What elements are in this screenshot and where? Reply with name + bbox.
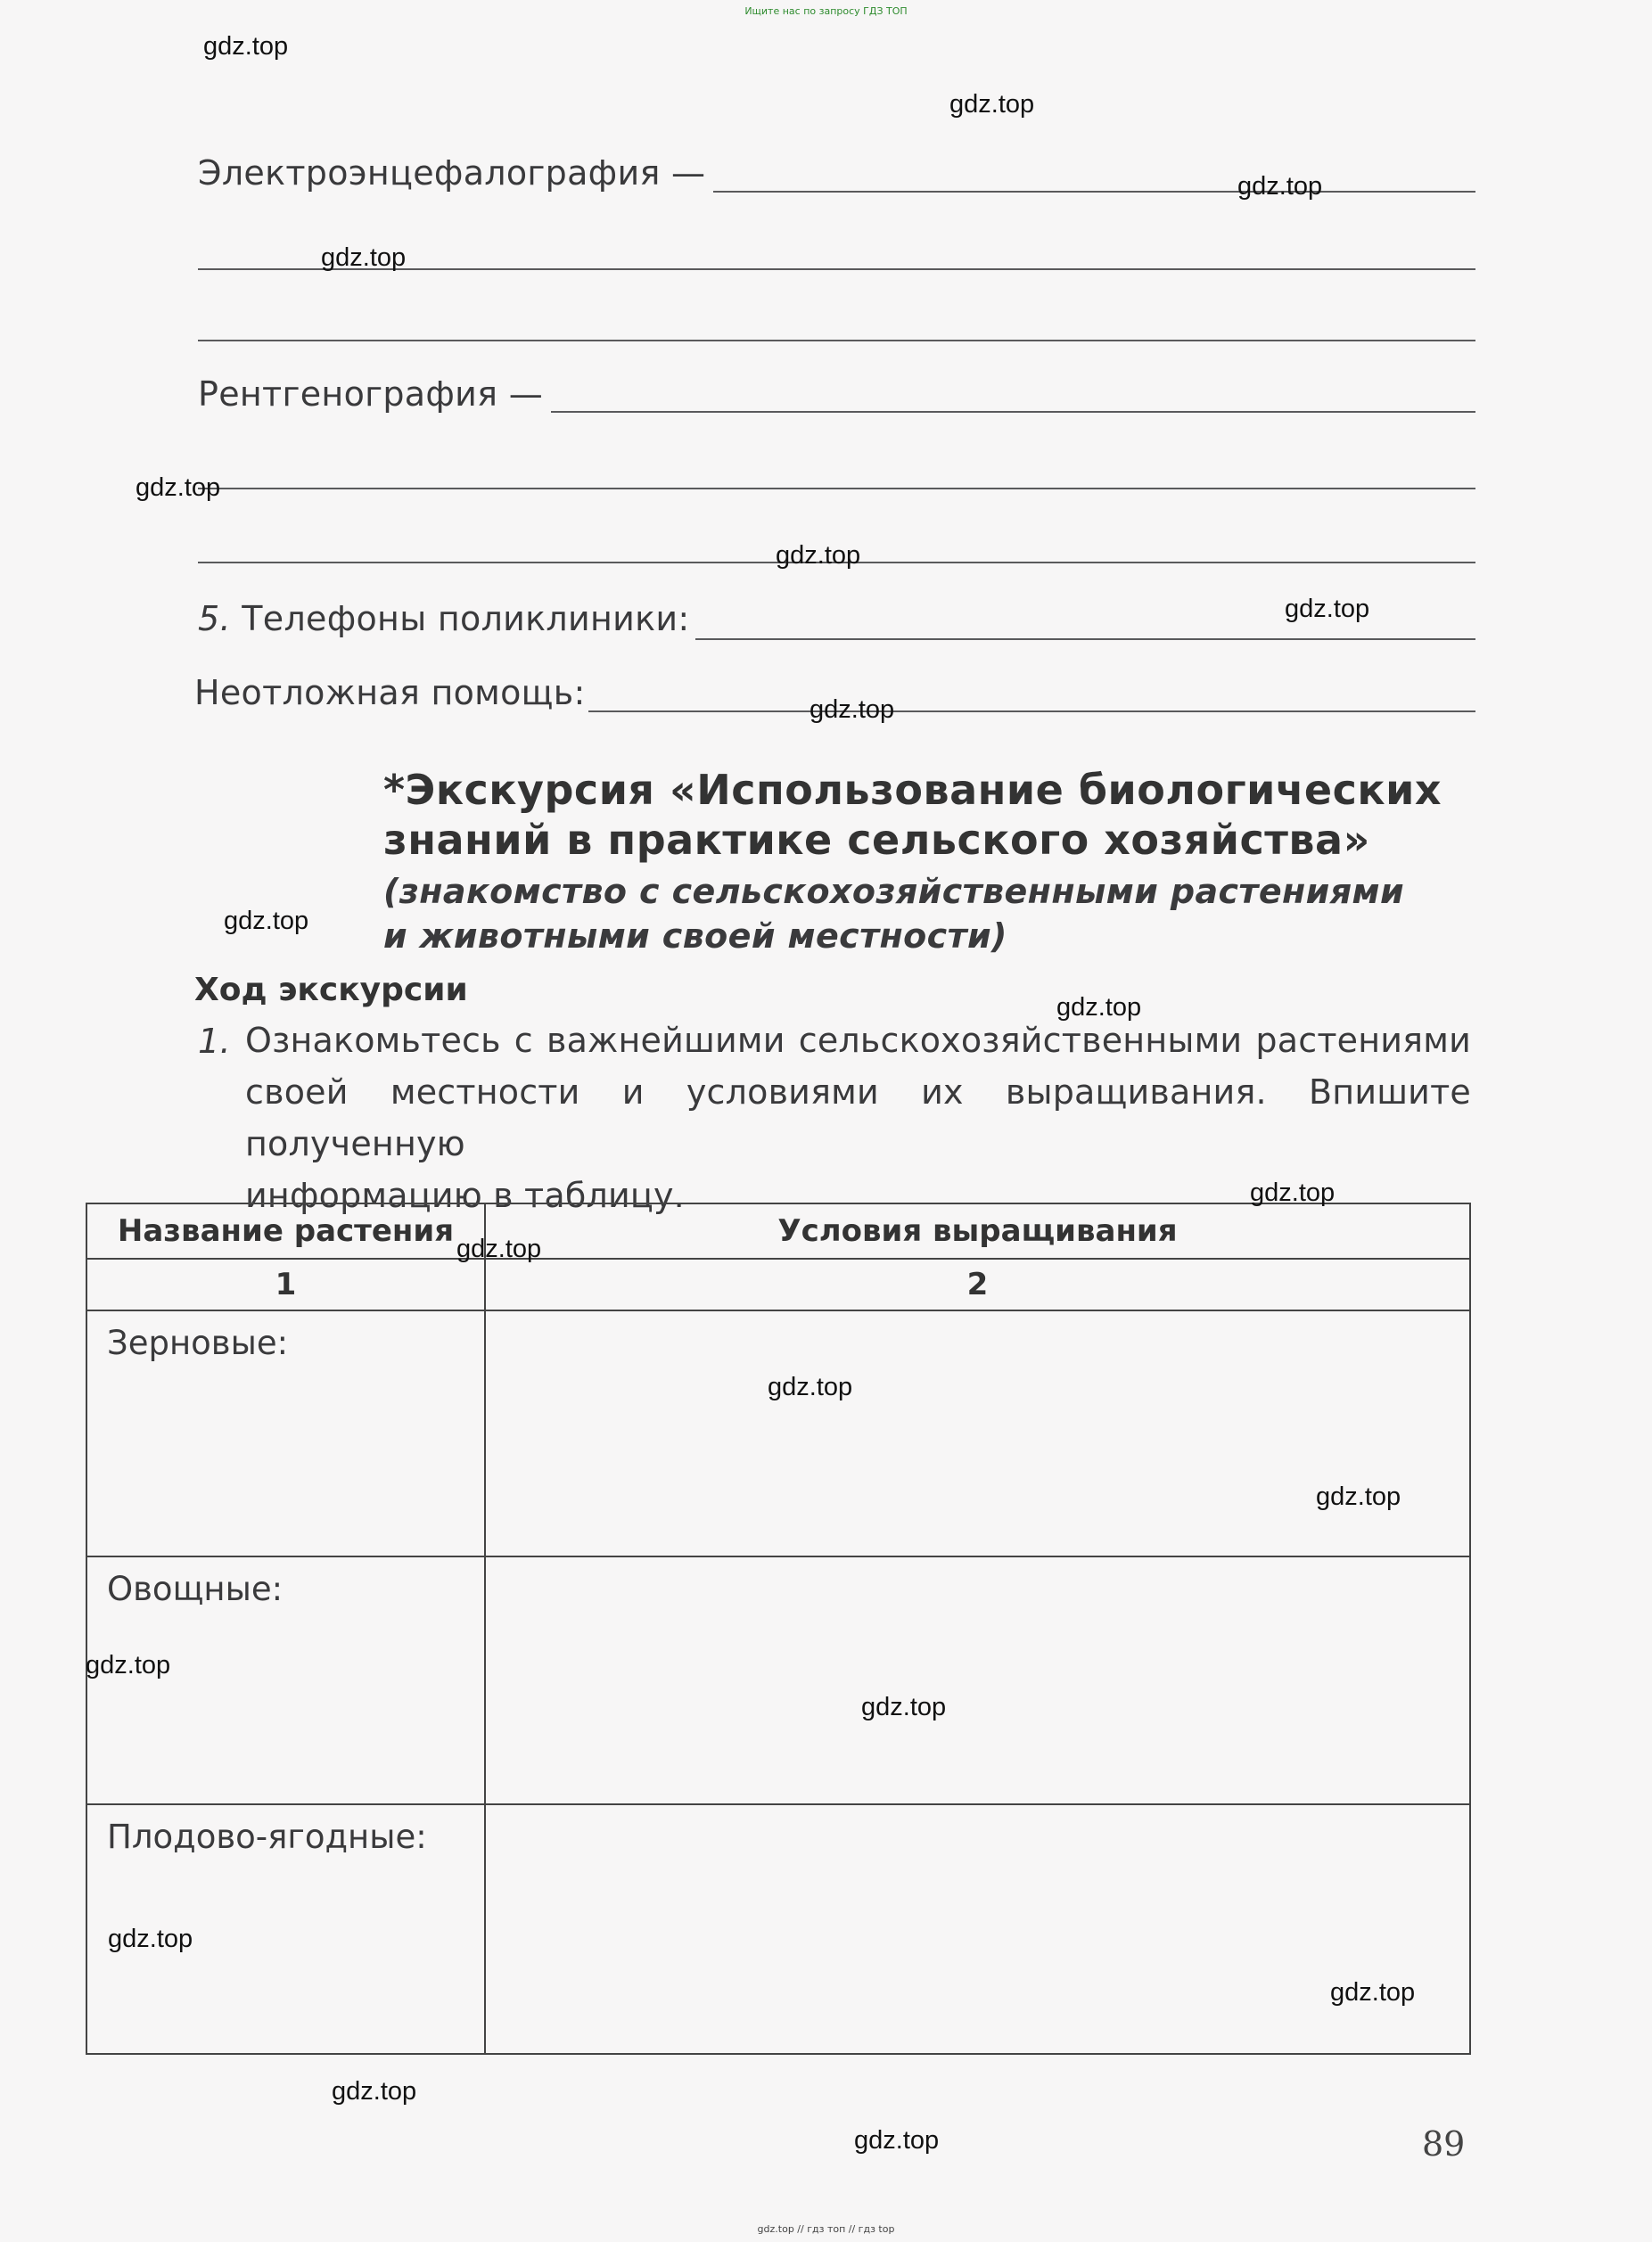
emergency-label: Неотложная помощь: (194, 673, 586, 712)
watermark: gdz.top (768, 1373, 853, 1401)
watermark: gdz.top (1250, 1178, 1336, 1207)
task-number: 1. (198, 1022, 231, 1061)
clinic-phones-line[interactable] (695, 638, 1475, 640)
col1-number: 1 (86, 1259, 485, 1310)
page-number: 89 (1422, 2124, 1466, 2164)
bottom-note: gdz.top // гдз топ // гдз top (757, 2223, 895, 2235)
row-fruit-berry-conditions-cell[interactable] (485, 1804, 1470, 2054)
watermark: gdz.top (108, 1925, 193, 1953)
item-5-number: 5. (198, 599, 231, 638)
watermark: gdz.top (854, 2126, 940, 2155)
col2-number: 2 (485, 1259, 1470, 1310)
row-vegetables-label: Овощные: (86, 1556, 485, 1804)
clinic-phones-label: Телефоны поликлиники: (242, 599, 690, 638)
row-vegetables-conditions-cell[interactable] (485, 1556, 1470, 1804)
excursion-title-line-2: знаний в практике сельского хозяйства» (383, 816, 1370, 864)
watermark: gdz.top (321, 243, 407, 272)
row-grain-conditions-cell[interactable] (485, 1310, 1470, 1556)
row-fruit-berry-label: Плодово-ягодные: (86, 1804, 485, 2054)
item-5-row (198, 599, 689, 638)
watermark: gdz.top (456, 1235, 542, 1263)
plants-table (86, 1203, 1471, 2055)
xray-answer-line-2[interactable] (198, 488, 1475, 489)
excursion-subtitle-line-1: (знакомство с сельскохозяйственными растениями (383, 872, 1404, 911)
watermark: gdz.top (810, 695, 895, 724)
watermark: gdz.top (203, 32, 289, 61)
watermark: gdz.top (224, 907, 309, 935)
eeg-answer-line-3[interactable] (198, 340, 1475, 341)
excursion-title-line-1: *Экскурсия «Использование биологических (383, 766, 1442, 814)
watermark: gdz.top (1316, 1482, 1401, 1511)
row-grain-label: Зерновые: (86, 1310, 485, 1556)
watermark: gdz.top (949, 90, 1035, 119)
task-line-3: информацию в таблицу. (245, 1176, 685, 1215)
watermark: gdz.top (776, 541, 861, 570)
watermark: gdz.top (1285, 595, 1370, 623)
watermark: gdz.top (861, 1693, 947, 1721)
watermark: gdz.top (1056, 993, 1142, 1022)
watermark: gdz.top (1237, 172, 1323, 201)
xray-answer-line-1[interactable] (551, 411, 1475, 413)
emergency-line[interactable] (588, 710, 1475, 712)
progress-heading: Ход экскурсии (194, 972, 468, 1008)
task-line-1: Ознакомьтесь с важнейшими сельскохозяйственными растениями (245, 1021, 1471, 1060)
eeg-answer-line-1[interactable] (713, 191, 1475, 193)
eeg-label: Электроэнцефалография — (198, 153, 706, 193)
watermark: gdz.top (86, 1651, 171, 1679)
watermark: gdz.top (332, 2077, 417, 2106)
col2-header: Условия выращивания (485, 1203, 1470, 1259)
excursion-subtitle-line-2: и животными своей местности) (383, 916, 1007, 956)
watermark: gdz.top (1330, 1978, 1416, 2007)
task-line-2: своей местности и условиями их выращивания. Впишите полученную (245, 1072, 1471, 1163)
xray-label: Рентгенография — (198, 374, 544, 414)
top-note: Ищите нас по запросу ГДЗ ТОП (744, 5, 908, 17)
col1-header: Название растения (86, 1203, 485, 1259)
watermark: gdz.top (136, 473, 221, 502)
